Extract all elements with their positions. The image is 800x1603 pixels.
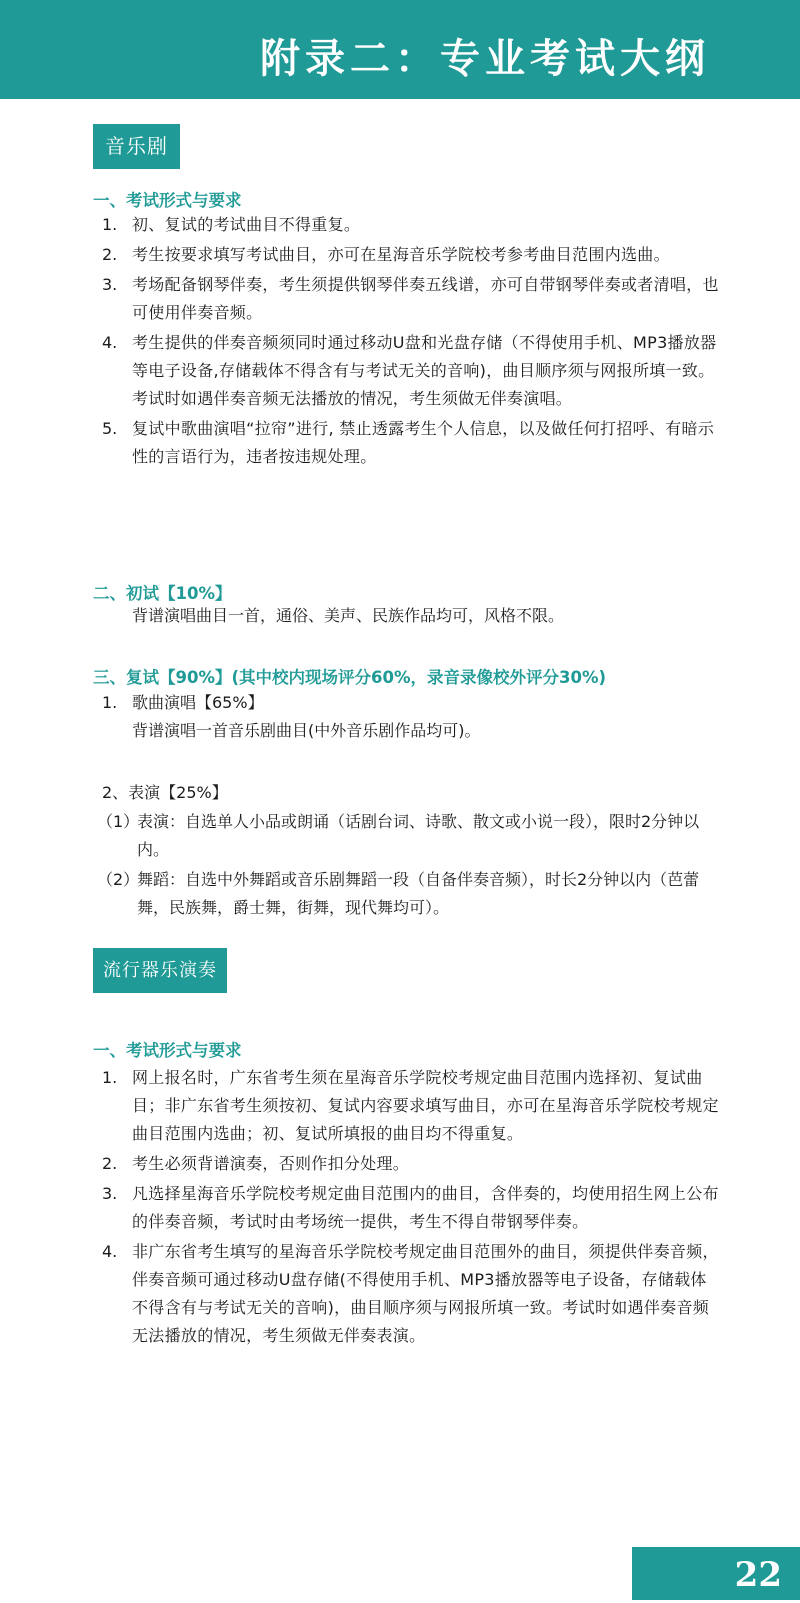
list-item: 5. 复试中歌曲演唱“拉帘”进行, 禁止透露考生个人信息，以及做任何打招呼、有暗示性的言语行为，违者按违规处理。: [102, 419, 715, 466]
musical-form-heading: 一、考试形式与要求: [93, 191, 242, 210]
list-item: 4. 考生提供的伴奏音频须同时通过移动U盘和光盘存储（不得使用手机、MP3播放器等电子设备,存储载体不得含有与考试无关的音响)，曲目顺序须与网报所填一致。考试时如遇伴奏音频无法播放的情况，考生须做无伴奏演唱。: [102, 333, 717, 408]
page-title: 附录二：专业考试大纲: [260, 35, 710, 82]
retest-sub-item: （2） 舞蹈：自选中外舞蹈或音乐剧舞蹈一段（自备伴奏音频），时长2分钟以内（芭蕾舞，民族舞，爵士舞，街舞，现代舞均可）。: [97, 870, 700, 917]
list-item: 4. 非广东省考生填写的星海音乐学院校考规定曲目范围外的曲目，须提供伴奏音频，伴奏音频可通过移动U盘存储(不得使用手机、MP3播放器等电子设备，存储载体不得含有与考试无关的音响)，曲目顺序须与网报所填一致。考试时如遇伴奏音频无法播放的情况，考生须做无伴奏表演。: [102, 1242, 719, 1345]
retest-sub-item: （1） 表演：自选单人小品或朗诵（话剧台词、诗歌、散文或小说一段），限时2分钟以内。: [97, 812, 700, 859]
retest-item1-num: 1.: [102, 693, 118, 712]
musical-form-list: [102, 211, 722, 473]
section-badge-pop: 流行器乐演奏: [93, 948, 227, 993]
page-number-box: [632, 1547, 800, 1600]
section-badge-musical: 音乐剧: [93, 124, 180, 169]
page-number: 22: [734, 1555, 782, 1595]
musical-prelim-heading: 二、初试【10%】: [93, 584, 232, 603]
list-item: 1. 网上报名时，广东省考生须在星海音乐学院校考规定曲目范围内选择初、复试曲目；非广东省考生须按初、复试内容要求填写曲目，亦可在星海音乐学院校考规定曲目范围内选曲；初、复试所填报的曲目均不得重复。: [102, 1068, 719, 1143]
header-bar: [0, 0, 800, 99]
musical-prelim-text: 背谱演唱曲目一首，通俗、美声、民族作品均可，风格不限。: [132, 606, 565, 625]
retest-item2-title: 2、表演【25%】: [102, 783, 228, 802]
list-item: 3. 考场配备钢琴伴奏，考生须提供钢琴伴奏五线谱，亦可自带钢琴伴奏或者清唱，也可使用伴奏音频。: [102, 275, 719, 322]
musical-retest-heading: 三、复试【90%】(其中校内现场评分60%，录音录像校外评分30%): [93, 668, 607, 687]
pop-form-heading: 一、考试形式与要求: [93, 1041, 242, 1060]
retest-item1-title: 歌曲演唱【65%】: [132, 693, 264, 712]
list-item: 2. 考生按要求填写考试曲目，亦可在星海音乐学院校考参考曲目范围内选曲。: [102, 245, 670, 264]
pop-form-list: [102, 1064, 722, 1352]
retest-item1-text: 背谱演唱一首音乐剧曲目(中外音乐剧作品均可)。: [132, 721, 481, 740]
list-item: 1. 初、复试的考试曲目不得重复。: [102, 215, 361, 234]
list-item: 2. 考生必须背谱演奏，否则作扣分处理。: [102, 1154, 410, 1173]
list-item: 3. 凡选择星海音乐学院校考规定曲目范围内的曲目，含伴奏的，均使用招生网上公布的伴奏音频，考试时由考场统一提供，考生不得自带钢琴伴奏。: [102, 1184, 719, 1231]
